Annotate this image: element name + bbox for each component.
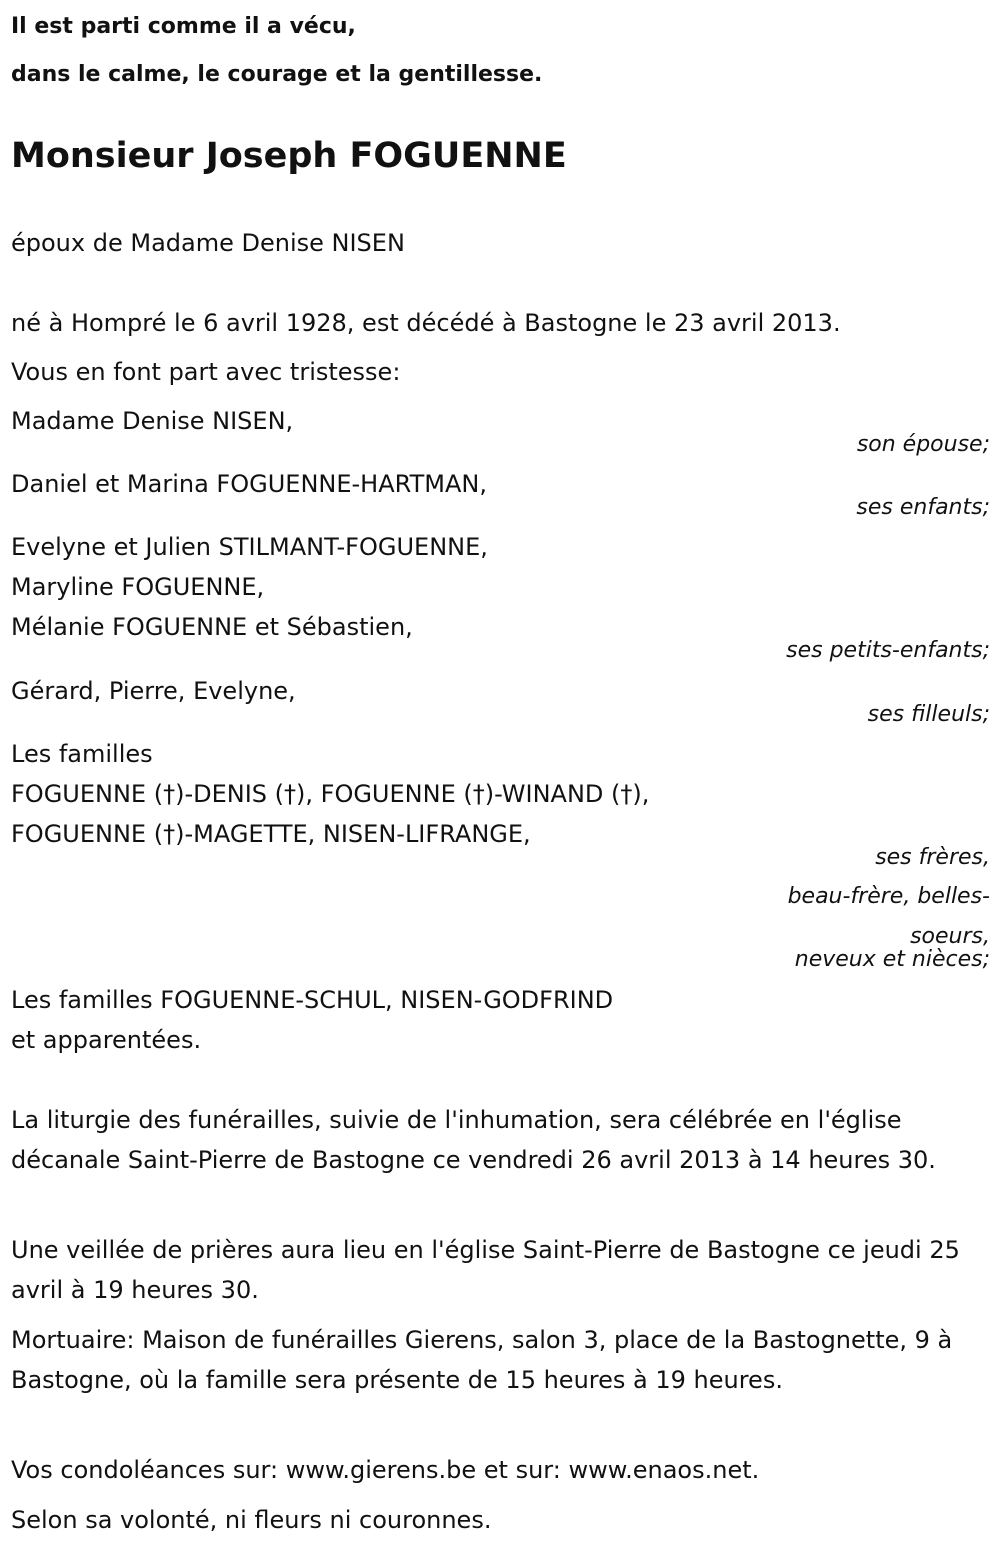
relation-label: ses petits-enfants; (786, 638, 990, 663)
wishes-info: Selon sa volonté, ni fleurs ni couronnes. (11, 1506, 492, 1534)
family-name-line: Evelyne et Julien STILMANT-FOGUENNE, (11, 533, 488, 561)
family-name-line: Les familles FOGUENNE-SCHUL, NISEN-GODFRIND (11, 986, 614, 1014)
family-name-line: Maryline FOGUENNE, (11, 573, 265, 601)
family-name-line: Madame Denise NISEN, (11, 407, 294, 435)
family-name-line: Mélanie FOGUENNE et Sébastien, (11, 613, 413, 641)
family-name-line: FOGUENNE (†)-MAGETTE, NISEN-LIFRANGE, (11, 820, 531, 848)
vigil-info: Une veillée de prières aura lieu en l'église Saint-Pierre de Bastogne ce jeudi 25 avril à 19 heures 30. (11, 1236, 960, 1304)
funeral-info: La liturgie des funérailles, suivie de l'inhumation, sera célébrée en l'église décanale Saint-Pierre de Bastogne ce vendredi 26 avril 2013 à 14 heures 30. (11, 1106, 936, 1174)
deceased-name: Monsieur Joseph FOGUENNE (11, 136, 567, 176)
family-name-line: et apparentées. (11, 1026, 202, 1054)
relation-label: ses frères, (875, 845, 990, 870)
relation-label: soeurs, (910, 924, 990, 949)
family-name-line: Gérard, Pierre, Evelyne, (11, 677, 296, 705)
family-name-line: Les familles (11, 740, 153, 768)
birth-death-line: né à Hompré le 6 avril 1928, est décédé à Bastogne le 23 avril 2013. (11, 309, 841, 337)
relation-label: beau-frère, belles- (787, 884, 990, 909)
family-name-line: Daniel et Marina FOGUENNE-HARTMAN, (11, 470, 487, 498)
relation-label: son épouse; (856, 432, 990, 457)
relation-label: ses filleuls; (867, 702, 990, 727)
condolences-info: Vos condoléances sur: www.gierens.be et sur: www.enaos.net. (11, 1456, 760, 1484)
relation-label: ses enfants; (856, 495, 990, 520)
relation-label: neveux et nièces; (794, 947, 990, 972)
announcement-intro: Vous en font part avec tristesse: (11, 358, 401, 386)
spouse-line: époux de Madame Denise NISEN (11, 229, 405, 257)
epitaph-line-1: Il est parti comme il a vécu, (11, 14, 356, 39)
epitaph-line-2: dans le calme, le courage et la gentillesse. (11, 62, 543, 87)
mortuary-info: Mortuaire: Maison de funérailles Gierens, salon 3, place de la Bastognette, 9 à Bastogne, où la famille sera présente de 15 heures à 19 heures. (11, 1326, 953, 1394)
family-name-line: FOGUENNE (†)-DENIS (†), FOGUENNE (†)-WINAND (†), (11, 780, 650, 808)
